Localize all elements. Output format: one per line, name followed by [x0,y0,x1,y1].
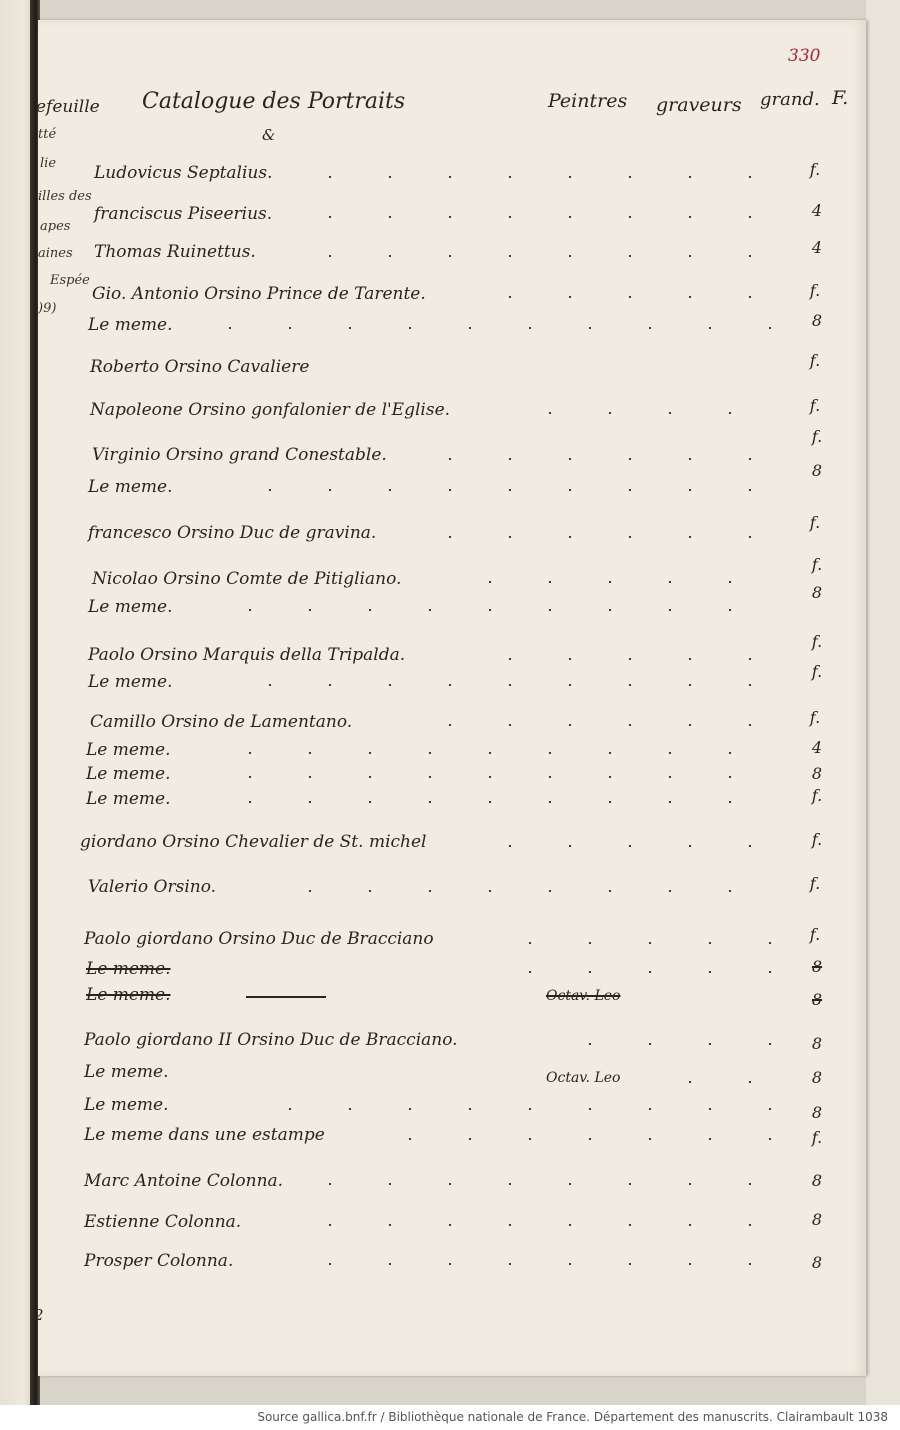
size-mark: f. [809,351,821,370]
catalogue-entry: Le meme. [86,764,171,784]
catalogue-entry: Paolo Orsino Marquis della Tripalda. [88,645,406,665]
leader-dots [480,658,780,660]
size-mark: 8 [811,1171,823,1190]
size-mark: f. [811,786,823,805]
catalogue-entry: Le meme. [84,1095,169,1115]
size-mark: 8 [811,764,823,783]
catalogue-entry: Le meme. [86,789,171,809]
size-mark: 8 [811,1034,823,1053]
size-mark: f. [811,662,823,681]
size-mark: 8 [811,1068,823,1087]
leader-dots [260,1108,780,1110]
margin-note: Espée [50,273,90,288]
size-mark: f. [811,427,823,446]
size-mark-struck: 8 [811,990,823,1009]
catalogue-entry: Camillo Orsino de Lamentano. [90,712,353,732]
size-mark: f. [809,513,821,532]
source-credit-footer: Source gallica.bnf.fr / Bibliothèque nationale de France. Département des manuscrits. Clairambault 1038 [0,1405,900,1430]
leader-dots [300,216,780,218]
size-mark: f. [811,830,823,849]
leader-dots [220,609,780,611]
column-folio: F. [832,87,849,109]
scan-background-strip [866,0,900,1405]
catalogue-entry-struck: Le meme. [86,959,171,979]
catalogue-entry-struck: Le meme. [86,985,171,1005]
catalogue-entry: Le meme. [88,315,173,335]
leader-dots [380,1138,780,1140]
margin-note: apes [40,219,71,234]
bottom-margin-mark: 2 [34,1306,44,1324]
size-mark: 8 [811,1253,823,1272]
catalogue-entry: Le meme. [84,1062,169,1082]
catalogue-entry: francesco Orsino Duc de gravina. [88,523,377,543]
catalogue-entry: Prosper Colonna. [84,1251,234,1271]
leader-dots [420,536,780,538]
catalogue-entry: Le meme. [88,597,173,617]
leader-dots [480,296,780,298]
leader-dots [280,890,780,892]
catalogue-entry: Le meme. [86,740,171,760]
catalogue-entry: Estienne Colonna. [84,1212,242,1232]
leader-dots [220,776,780,778]
catalogue-entry: Thomas Ruinettus. [94,242,256,262]
catalogue-entry: Napoleone Orsino gonfalonier de l'Eglise. [90,400,451,420]
engraver-name-struck: Octav. Leo [546,988,621,1004]
size-mark: 8 [811,583,823,602]
column-grand: grand. [760,89,820,110]
leader-dots [500,942,780,944]
catalogue-entry: Virginio Orsino grand Conestable. [92,445,387,465]
catalogue-entry: Le meme dans une estampe [84,1125,325,1145]
margin-note: lie [40,156,57,171]
previous-page-edge [0,0,34,1405]
leader-dots [660,1081,780,1083]
size-mark: 8 [811,1210,823,1229]
margin-note: illes des [38,189,92,204]
leader-dots [220,801,780,803]
catalogue-entry: Ludovicus Septalius. [94,163,273,183]
catalogue-entry: Nicolao Orsino Comte de Pitigliano. [92,569,402,589]
column-graveurs: graveurs [656,94,742,116]
catalogue-entry: Marc Antoine Colonna. [84,1171,284,1191]
leader-dots [220,752,780,754]
size-mark: 4 [811,738,823,757]
catalogue-entry: Gio. Antonio Orsino Prince de Tarente. [92,284,426,304]
size-mark: f. [809,874,821,893]
catalogue-entry: Valerio Orsino. [88,877,217,897]
leader-dots [480,845,780,847]
margin-note: aines [38,246,73,261]
size-mark: f. [811,632,823,651]
size-mark: f. [809,925,821,944]
leader-dots [520,412,780,414]
title-ampersand: & [262,126,276,144]
leader-dots [240,684,780,686]
leader-dots [300,1263,780,1265]
header-margin-label: efeuille [36,97,100,117]
engraver-name: Octav. Leo [546,1070,621,1086]
leader-dots [200,327,780,329]
size-mark: f. [809,281,821,300]
leader-dots [300,1224,780,1226]
catalogue-title: Catalogue des Portraits [142,89,406,114]
strike-line [246,996,326,998]
catalogue-entry: Paolo giordano II Orsino Duc de Bracciano. [84,1030,458,1050]
leader-dots [240,489,780,491]
leader-dots [420,724,780,726]
catalogue-entry: Paolo giordano Orsino Duc de Bracciano [84,929,434,949]
size-mark: 4 [811,201,823,220]
margin-note: tté [38,127,57,142]
leader-dots [300,255,780,257]
margin-note: )9) [38,301,57,316]
column-peintres: Peintres [548,90,628,112]
leader-dots [460,581,780,583]
size-mark: 4 [811,238,823,257]
catalogue-entry: franciscus Piseerius. [94,204,273,224]
size-mark: f. [809,396,821,415]
leader-dots [420,458,780,460]
leader-dots [500,971,780,973]
size-mark: f. [809,708,821,727]
size-mark: f. [811,1128,823,1147]
size-mark: 8 [811,461,823,480]
leader-dots [560,1043,780,1045]
size-mark: f. [809,160,821,179]
size-mark: 8 [811,1103,823,1122]
folio-number: 330 [788,46,821,66]
size-mark: 8 [811,311,823,330]
leader-dots [300,176,780,178]
catalogue-entry: Le meme. [88,477,173,497]
catalogue-entry: giordano Orsino Chevalier de St. michel [80,832,427,852]
catalogue-entry: Le meme. [88,672,173,692]
catalogue-entry: Roberto Orsino Cavaliere [90,357,310,377]
size-mark: f. [811,555,823,574]
leader-dots [300,1183,780,1185]
size-mark-struck: 8 [811,957,823,976]
